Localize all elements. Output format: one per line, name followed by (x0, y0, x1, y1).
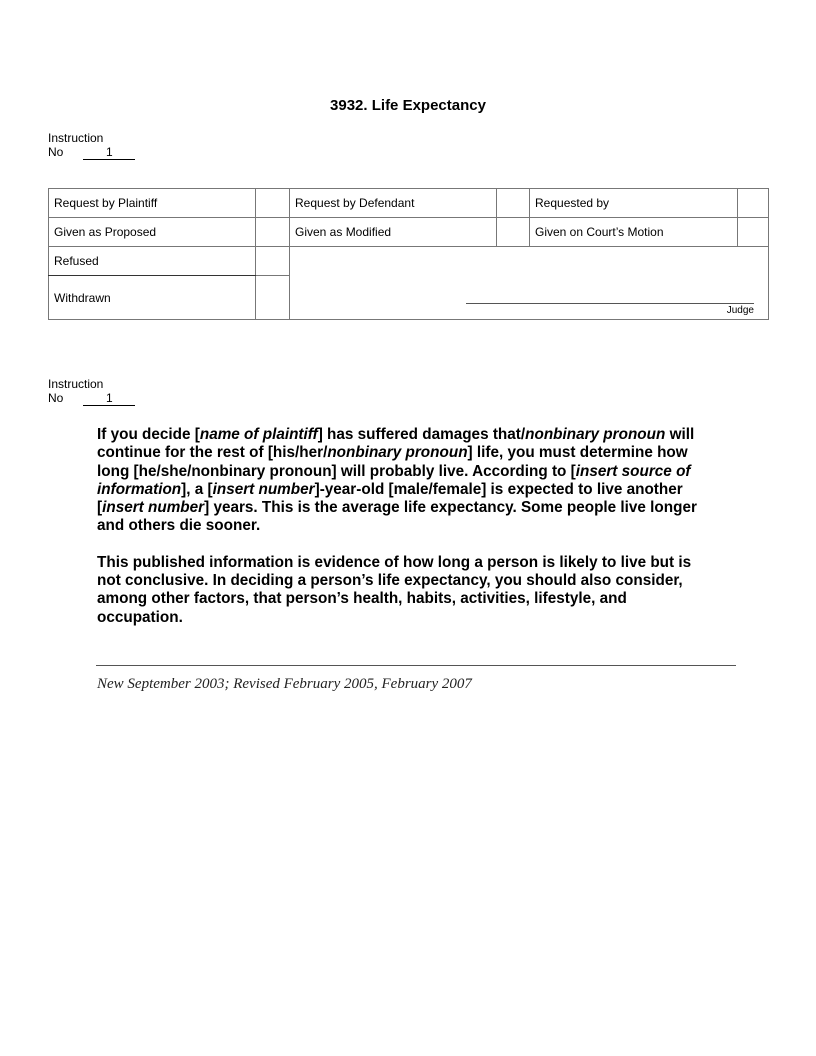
refused-label: Refused (49, 247, 256, 276)
body-text: and others die sooner. (97, 517, 261, 535)
body-text: will (665, 426, 695, 443)
body-text: not conclusive. In deciding a person’s life expectancy, you should also consider, (97, 572, 683, 590)
instruction-body (97, 426, 697, 645)
given-as-modified-label: Given as Modified (290, 218, 497, 247)
body-line (97, 572, 697, 590)
withdrawn-label: Withdrawn (49, 276, 256, 320)
placeholder-text: insert number (102, 499, 205, 517)
request-by-plaintiff-checkbox[interactable] (256, 189, 290, 218)
refused-checkbox[interactable] (256, 247, 290, 276)
instruction-number: 1 (83, 146, 135, 160)
body-text: If you decide [ (97, 426, 200, 443)
instruction-number: 1 (83, 392, 135, 406)
body-line (97, 426, 697, 444)
body-text: ] years. This is the average life expectancy. Some people live longer (204, 499, 697, 517)
request-by-defendant-checkbox[interactable] (497, 189, 530, 218)
judge-signature-area (290, 247, 769, 320)
instruction-number-bottom (48, 377, 135, 406)
body-line (97, 444, 697, 462)
body-text: ] has suffered damages that/ (317, 426, 526, 443)
placeholder-text: nonbinary pronoun (525, 426, 666, 443)
body-line (97, 609, 697, 627)
page-title: 3932. Life Expectancy (330, 97, 486, 114)
placeholder-text: insert number (212, 480, 315, 498)
body-line (97, 481, 697, 499)
requested-by-label: Requested by (530, 189, 738, 218)
footer-divider (96, 665, 736, 666)
body-line (97, 590, 697, 608)
given-on-courts-motion-checkbox[interactable] (738, 218, 769, 247)
disposition-table (48, 188, 769, 320)
instruction-label: Instruction (48, 131, 104, 145)
given-as-proposed-checkbox[interactable] (256, 218, 290, 247)
body-line (97, 517, 697, 535)
given-as-proposed-label: Given as Proposed (49, 218, 256, 247)
instruction-label: Instruction (48, 377, 104, 391)
placeholder-text: insert source of (575, 462, 691, 480)
no-label: No (48, 145, 64, 159)
no-label: No (48, 391, 64, 405)
body-text: long [he/she/nonbinary pronoun] will probably live. According to [ (97, 462, 576, 480)
body-line (97, 554, 697, 572)
placeholder-text: nonbinary pronoun (327, 444, 468, 462)
body-paragraph (97, 426, 697, 536)
placeholder-text: information (97, 480, 182, 498)
given-on-courts-motion-label: Given on Court’s Motion (530, 218, 738, 247)
body-text: This published information is evidence of how long a person is likely to live but is (97, 553, 692, 571)
body-text: ] life, you must determine how (467, 444, 688, 462)
body-text: among other factors, that person’s health, habits, activities, lifestyle, and (97, 590, 627, 608)
request-by-plaintiff-label: Request by Plaintiff (49, 189, 256, 218)
withdrawn-checkbox[interactable] (256, 276, 290, 320)
body-paragraph (97, 554, 697, 627)
body-line (97, 499, 697, 517)
instruction-number-top (48, 131, 135, 160)
placeholder-text: name of plaintiff (199, 426, 318, 443)
body-text: [ (97, 499, 103, 517)
body-text: ]-year-old [male/female] is expected to live another (314, 480, 683, 498)
body-line (97, 463, 697, 481)
judge-signature-line[interactable] (466, 303, 754, 304)
body-text: continue for the rest of [his/her/ (97, 444, 328, 462)
revision-history: New September 2003; Revised February 2005, February 2007 (97, 676, 472, 692)
body-text: ], a [ (181, 480, 213, 498)
body-text: occupation. (97, 608, 183, 626)
given-as-modified-checkbox[interactable] (497, 218, 530, 247)
request-by-defendant-label: Request by Defendant (290, 189, 497, 218)
requested-by-checkbox[interactable] (738, 189, 769, 218)
judge-label: Judge (726, 305, 754, 316)
